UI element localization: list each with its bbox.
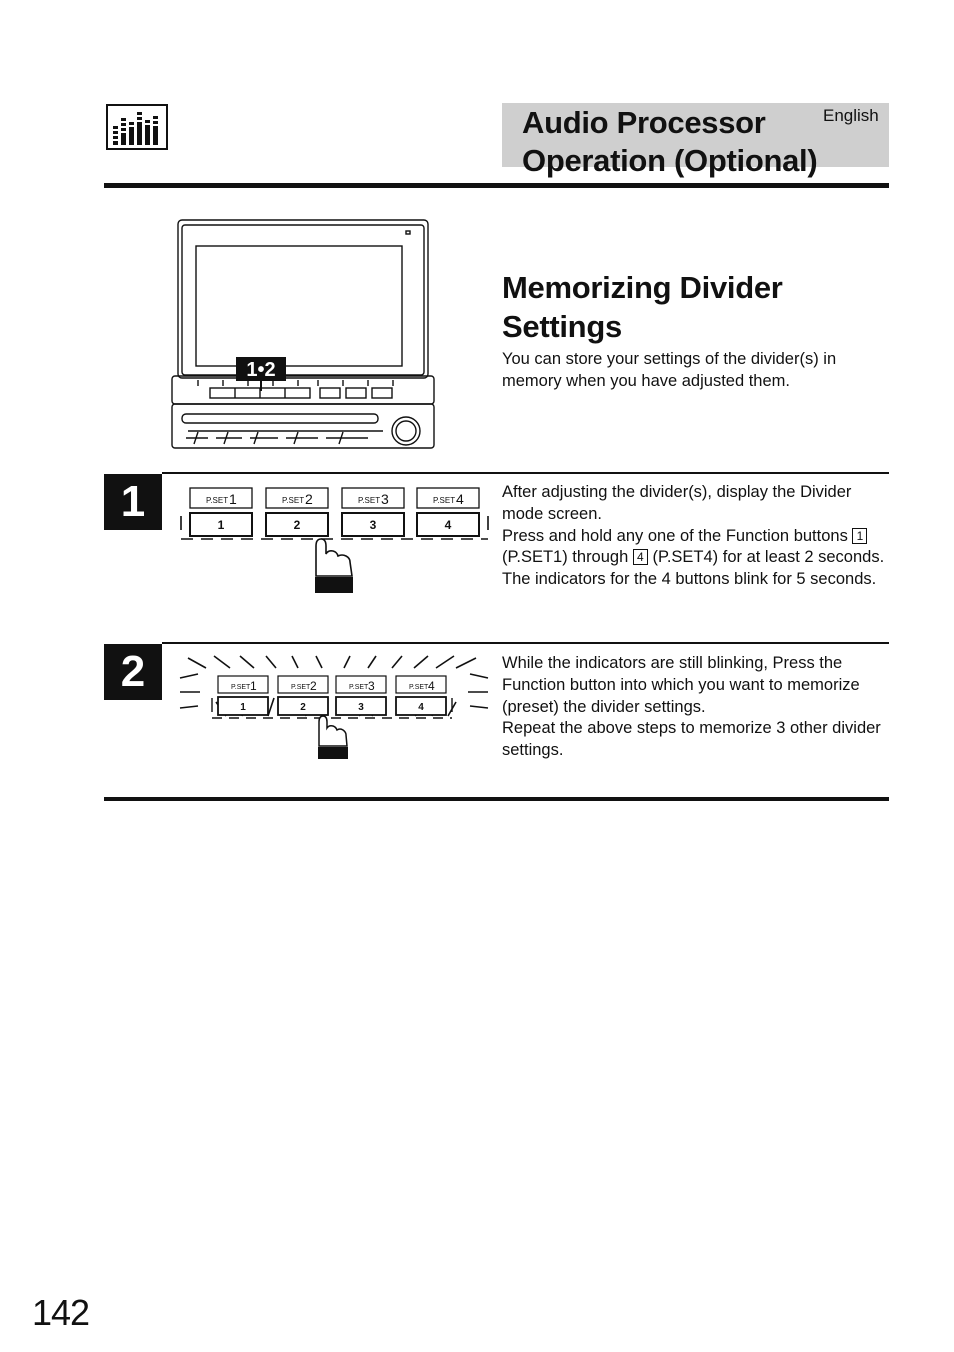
device-callout-label: 1•2 bbox=[246, 359, 276, 381]
svg-text:1: 1 bbox=[240, 702, 246, 713]
section-title: Memorizing Divider Settings bbox=[502, 270, 783, 344]
pset-button-2 bbox=[278, 676, 328, 715]
step-1-text bbox=[502, 482, 890, 591]
equalizer-icon bbox=[106, 104, 168, 150]
step-1-paragraph: Press and hold any one of the Function buttons 1 (P.SET1) through 4 (P.SET4) for at least 2 seconds. bbox=[502, 526, 885, 567]
step-1-paragraph: After adjusting the divider(s), display the Divider mode screen. bbox=[502, 483, 852, 523]
language-label: English bbox=[823, 106, 879, 125]
step-divider bbox=[162, 642, 889, 644]
page-title: Audio Processor Operation (Optional) bbox=[522, 105, 818, 178]
pressing-hand-icon bbox=[315, 539, 353, 593]
svg-text:P.SET: P.SET bbox=[231, 684, 251, 691]
svg-text:4: 4 bbox=[444, 518, 452, 532]
pset-button-2 bbox=[266, 488, 328, 536]
section-intro: You can store your settings of the divider(s) in memory when you have adjusted them. bbox=[502, 350, 837, 390]
pset-button-4 bbox=[396, 676, 446, 715]
svg-text:3: 3 bbox=[381, 491, 389, 507]
svg-text:1: 1 bbox=[229, 491, 237, 507]
svg-text:P.SET: P.SET bbox=[433, 496, 456, 505]
step-1-illustration bbox=[176, 484, 494, 596]
svg-text:2: 2 bbox=[293, 518, 301, 532]
pressing-hand-icon bbox=[318, 716, 348, 759]
svg-text:4: 4 bbox=[428, 679, 435, 693]
svg-text:P.SET: P.SET bbox=[206, 496, 229, 505]
pset-button-3 bbox=[336, 676, 386, 715]
step-2-text bbox=[502, 653, 890, 762]
svg-text:1: 1 bbox=[250, 679, 257, 693]
svg-text:P.SET: P.SET bbox=[358, 496, 381, 505]
svg-text:3: 3 bbox=[358, 702, 364, 713]
step-divider bbox=[162, 472, 889, 474]
step-number: 1 bbox=[104, 474, 162, 530]
step-1-paragraph: The indicators for the 4 buttons blink for 5 seconds. bbox=[502, 570, 877, 589]
pset-button-1 bbox=[190, 488, 252, 536]
svg-text:2: 2 bbox=[300, 702, 306, 713]
step-2-paragraph: While the indicators are still blinking, Press the Function button into which you want to memorize (preset) the divider settings. bbox=[502, 654, 860, 716]
svg-text:1: 1 bbox=[217, 518, 225, 532]
svg-text:2: 2 bbox=[310, 679, 317, 693]
svg-text:3: 3 bbox=[368, 679, 375, 693]
svg-text:4: 4 bbox=[456, 491, 464, 507]
pset-button-1 bbox=[218, 676, 268, 715]
page-number: 142 bbox=[32, 1292, 90, 1333]
step-2-paragraph: Repeat the above steps to memorize 3 other divider settings. bbox=[502, 719, 881, 760]
head-unit-illustration bbox=[168, 216, 438, 452]
svg-text:P.SET: P.SET bbox=[349, 684, 369, 691]
svg-text:4: 4 bbox=[418, 702, 424, 713]
step-number: 2 bbox=[104, 644, 162, 700]
svg-text:3: 3 bbox=[369, 518, 377, 532]
section-end-divider bbox=[104, 797, 889, 801]
pset-button-3 bbox=[342, 488, 404, 536]
header-divider bbox=[104, 183, 889, 188]
step-2-illustration bbox=[176, 652, 494, 762]
function-key-4: 4 bbox=[633, 549, 648, 565]
pset-button-4 bbox=[417, 488, 479, 536]
svg-text:2: 2 bbox=[305, 491, 313, 507]
svg-text:P.SET: P.SET bbox=[409, 684, 429, 691]
function-key-1: 1 bbox=[852, 528, 867, 544]
svg-text:P.SET: P.SET bbox=[291, 684, 311, 691]
svg-text:P.SET: P.SET bbox=[282, 496, 305, 505]
